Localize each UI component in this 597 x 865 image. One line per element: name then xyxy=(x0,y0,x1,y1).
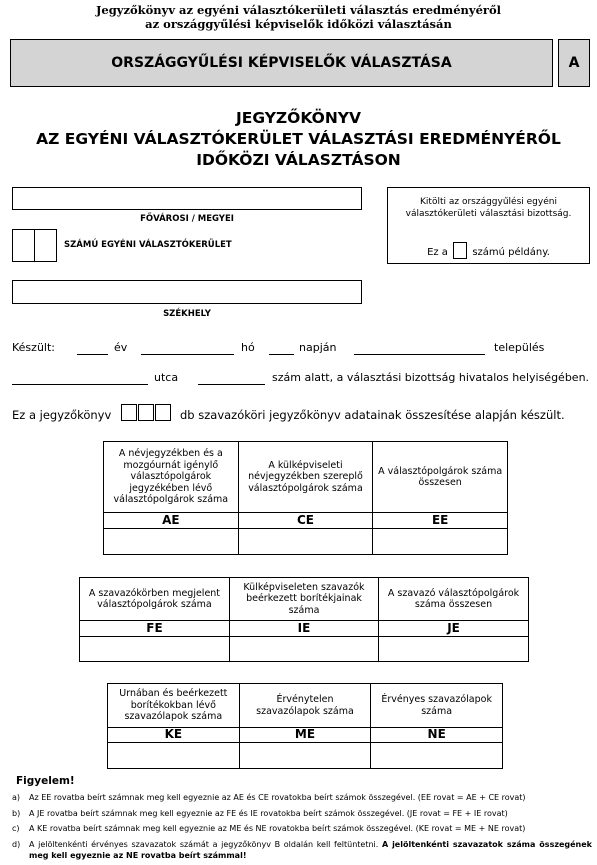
note-d-text: A jelöltenkénti érvényes szavazatok számát a jegyzőkönyv B oldalán kell feltüntetni. xyxy=(29,839,379,849)
year-label: év xyxy=(114,341,128,354)
header-line-1: Jegyzőkönyv az egyéni választókerületi választás eredményéről xyxy=(95,3,501,17)
table3-header-me: Érvénytelen szavazólapok száma xyxy=(239,684,371,728)
summary-suffix: db szavazóköri jegyzőkönyv adatainak összesítése alapján készült. xyxy=(180,408,565,422)
note-a-text: Az EE rovatba beírt számnak meg kell egyeznie az AE és CE rovatokba beírt számok összegével. (EE rovat = AE + CE rovat) xyxy=(29,793,526,802)
value-ne-input[interactable] xyxy=(371,743,503,769)
summary-prefix: Ez a jegyzőkönyv xyxy=(12,408,112,422)
value-ae-input[interactable] xyxy=(104,529,239,555)
doc-title-line-1: JEGYZŐKÖNYV xyxy=(235,109,362,127)
settlement-label: település xyxy=(494,341,545,354)
day-input[interactable] xyxy=(269,354,294,355)
copy-number-input[interactable] xyxy=(453,242,467,259)
seat-input[interactable] xyxy=(12,280,362,304)
count-digit-2[interactable] xyxy=(138,404,154,421)
table-turnout xyxy=(79,577,529,662)
header-line-2: az országgyűlési képviselők időközi választásán xyxy=(145,17,452,31)
settlement-input[interactable] xyxy=(354,354,485,355)
code-je: JE xyxy=(379,621,529,637)
district-digit-1[interactable] xyxy=(12,229,35,262)
district-digit-2[interactable] xyxy=(34,229,57,262)
value-ce-input[interactable] xyxy=(238,529,373,555)
form-letter: A xyxy=(558,39,590,87)
election-band xyxy=(10,39,590,87)
value-fe-input[interactable] xyxy=(80,637,230,662)
copy-suffix: számú példány. xyxy=(472,247,550,258)
code-ee: EE xyxy=(373,513,508,529)
notes-list xyxy=(12,792,592,865)
committee-line-2: választókerületi választási bizottság. xyxy=(405,209,572,219)
code-ne: NE xyxy=(371,728,503,743)
county-input[interactable] xyxy=(12,187,362,210)
county-label: FŐVÁROSI / MEGYEI xyxy=(140,214,234,224)
address-text: szám alatt, a választási bizottság hivatalos helyiségében. xyxy=(272,371,590,384)
value-me-input[interactable] xyxy=(239,743,371,769)
year-input[interactable] xyxy=(77,354,108,355)
election-type-title: ORSZÁGGYŰLÉSI KÉPVISELŐK VÁLASZTÁSA xyxy=(10,39,553,87)
note-a xyxy=(12,792,592,803)
count-digit-3[interactable] xyxy=(155,404,171,421)
note-d-key: d) xyxy=(12,839,21,849)
table-ballots xyxy=(107,683,503,769)
note-d xyxy=(12,839,592,861)
note-b xyxy=(12,808,592,819)
doc-title-line-2: AZ EGYÉNI VÁLASZTÓKERÜLET VÁLASZTÁSI EREDMÉNYÉRŐL xyxy=(36,130,561,148)
note-d-bold-text: A jelöltenkénti szavazatok száma összegének meg kell egyeznie az NE rovatba beírt számmal! xyxy=(29,839,593,860)
note-a-key: a) xyxy=(12,793,21,802)
code-ae: AE xyxy=(104,513,239,529)
notes-title: Figyelem! xyxy=(16,775,75,787)
note-c-key: c) xyxy=(12,824,20,833)
table-voters xyxy=(103,441,508,555)
month-input[interactable] xyxy=(141,354,234,355)
note-b-key: b) xyxy=(12,808,21,818)
committee-line-1: Kitölti az országgyűlési egyéni xyxy=(420,197,557,207)
value-ke-input[interactable] xyxy=(108,743,240,769)
note-c-text: A KE rovatba beírt számnak meg kell egyeznie az ME és NE rovatokba beírt számok összegével. (KE rovat = ME + NE rovat) xyxy=(29,824,526,833)
copy-prefix: Ez a xyxy=(427,247,448,258)
table1-header-ee: A választópolgárok száma összesen xyxy=(373,442,508,513)
house-number-input[interactable] xyxy=(198,384,265,385)
table3-header-ne: Érvényes szavazólapok száma xyxy=(371,684,503,728)
street-input[interactable] xyxy=(12,384,148,385)
table2-header-je: A szavazó választópolgárok száma összesen xyxy=(379,578,529,621)
seat-label: SZÉKHELY xyxy=(163,309,211,319)
code-ke: KE xyxy=(108,728,240,743)
month-label: hó xyxy=(241,341,255,354)
day-label: napján xyxy=(299,341,337,354)
code-fe: FE xyxy=(80,621,230,637)
district-label: SZÁMÚ EGYÉNI VÁLASZTÓKERÜLET xyxy=(64,240,232,250)
code-ie: IE xyxy=(229,621,378,637)
code-me: ME xyxy=(239,728,371,743)
note-c xyxy=(12,823,592,834)
committee-box xyxy=(387,187,590,264)
table3-header-ke: Urnában és beérkezett borítékokban lévő szavazólapok száma xyxy=(108,684,240,728)
made-label: Készült: xyxy=(12,341,55,354)
value-ee-input[interactable] xyxy=(373,529,508,555)
table1-header-ce: A külképviseleti névjegyzékben szereplő választópolgárok száma xyxy=(238,442,373,513)
code-ce: CE xyxy=(238,513,373,529)
value-je-input[interactable] xyxy=(379,637,529,662)
table2-header-fe: A szavazókörben megjelent választópolgárok száma xyxy=(80,578,230,621)
doc-title-line-3: IDŐKÖZI VÁLASZTÁSON xyxy=(196,151,401,169)
table2-header-ie: Külképviseleten szavazók beérkezett borítékjainak száma xyxy=(229,578,378,621)
note-b-text: A JE rovatba beírt számnak meg kell egyeznie az FE és IE rovatokba beírt számok összegével. (JE rovat = FE + IE rovat) xyxy=(29,808,508,818)
value-ie-input[interactable] xyxy=(229,637,378,662)
count-digit-1[interactable] xyxy=(121,404,137,421)
street-label: utca xyxy=(154,371,179,384)
table1-header-ae: A névjegyzékben és a mozgóurnát igénylő választópolgárok jegyzékében lévő választópolgárok száma xyxy=(104,442,239,513)
